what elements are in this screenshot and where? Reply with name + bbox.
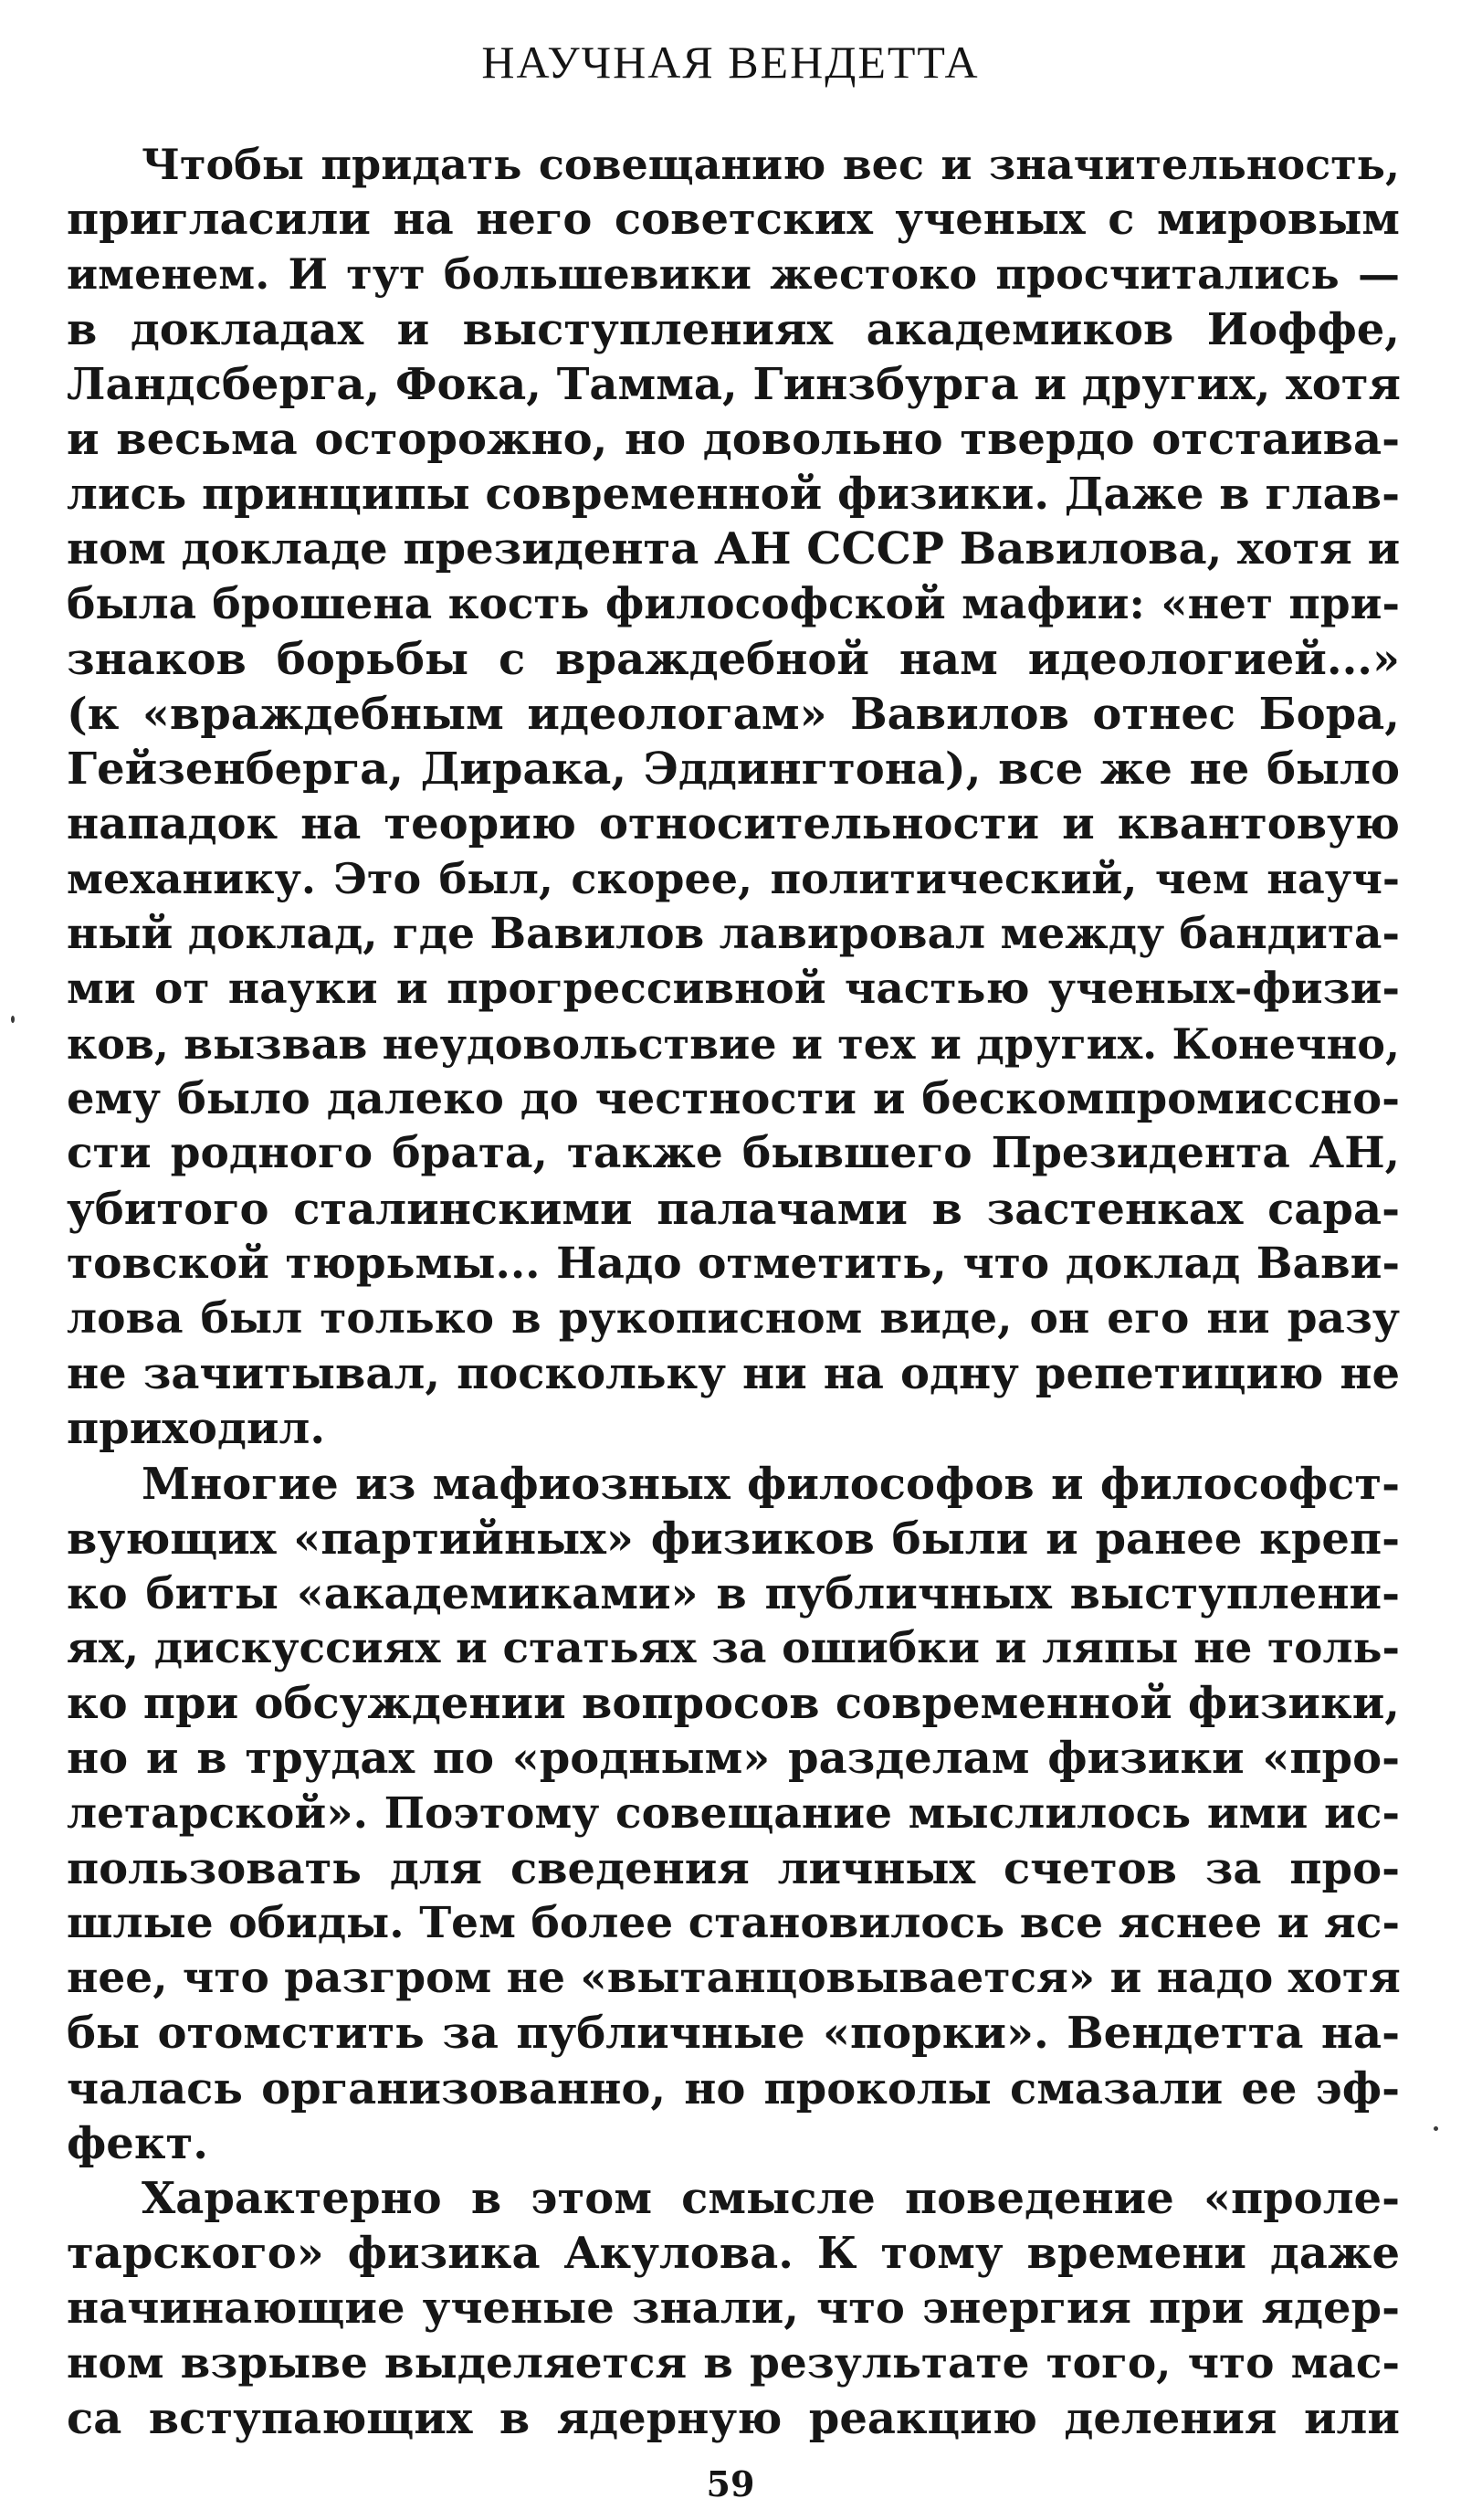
text-line: нападок на теорию относительности и квантовую (67, 798, 1400, 850)
text-line: летарской». Поэтому совещание мыслилось ими ис- (67, 1787, 1400, 1839)
text-line: Гейзенберга, Дирака, Эддингтона), все же не было (67, 743, 1400, 796)
text-line: ном докладе президента АН СССР Вавилова, хотя и (67, 523, 1401, 575)
text-line: Ландсберга, Фока, Тамма, Гинзбурга и других, хотя (67, 358, 1401, 410)
text-line: убитого сталинскими палачами в застенках сара- (67, 1183, 1400, 1235)
text-line: в докладах и выступлениях академиков Иоффе, (67, 303, 1400, 355)
text-line: са вступающих в ядерную реакцию деления или (67, 2392, 1400, 2444)
text-line: пользовать для сведения личных счетов за про- (67, 1842, 1400, 1894)
text-line: именем. И тут большевики жестоко просчитались — (67, 249, 1400, 300)
scan-speck (1434, 2126, 1438, 2131)
text-line: начинающие ученые знали, что энергия при ядер- (67, 2283, 1400, 2335)
text-line: приходил. (67, 1403, 326, 1455)
text-line: ему было далеко до честности и бескомпромиссно- (67, 1073, 1400, 1125)
text-line: нее, что разгром не «вытанцовывается» и надо хотя (67, 1953, 1401, 2004)
text-line: ях, дискуссиях и статьях за ошибки и ляпы не толь- (67, 1623, 1400, 1674)
running-head: НАУЧНАЯ ВЕНДЕТТА (481, 37, 980, 88)
page-number: 59 (706, 2463, 755, 2504)
text-line: ный доклад, где Вавилов лавировал между бандита- (67, 908, 1400, 959)
text-line: пригласили на него советских ученых с мировым (67, 194, 1400, 246)
text-line: не зачитывал, поскольку ни на одну репетицию не (67, 1348, 1400, 1400)
text-line: ном взрыве выделяется в результате того, что мас- (67, 2337, 1400, 2388)
text-line: ков, вызвав неудовольствие и тех и других. Конечно, (67, 1019, 1400, 1069)
text-line: тарского» физика Акулова. К тому времени даже (67, 2228, 1400, 2280)
text-line: механику. Это был, скорее, политический, чем науч- (67, 854, 1400, 904)
text-line: но и в трудах по «родным» разделам физики «про- (67, 1733, 1400, 1785)
text-line: шлые обиды. Тем более становилось все яснее и яс- (67, 1898, 1400, 1948)
text-line: и весьма осторожно, но довольно твердо отстаива- (67, 413, 1400, 465)
text-line: (к «враждебным идеологам» Вавилов отнес Бора, (67, 688, 1400, 740)
text-line: ко биты «академиками» в публичных выступлени- (67, 1567, 1400, 1619)
text-line: ко при обсуждении вопросов современной физики, (67, 1678, 1400, 1730)
text-line: знаков борьбы с враждебной нам идеологией...» (67, 633, 1400, 685)
text-line: Характерно в этом смысле поведение «проле- (142, 2172, 1400, 2224)
body-text (67, 137, 1400, 2446)
text-line: была брошена кость философской мафии: «нет при- (67, 578, 1400, 629)
text-line: товской тюрьмы... Надо отметить, что доклад Вави- (67, 1238, 1400, 1289)
text-line: чалась организованно, но проколы смазали ее эф- (67, 2062, 1400, 2114)
text-line: лись принципы современной физики. Даже в глав- (67, 469, 1400, 521)
text-line: фект. (67, 2117, 208, 2169)
text-line: Многие из мафиозных философов и философст- (142, 1458, 1400, 1510)
text-line: лова был только в рукописном виде, он его ни разу (67, 1292, 1400, 1344)
text-line: Чтобы придать совещанию вес и значительность, (142, 140, 1400, 189)
text-line: ми от науки и прогрессивной частью ученых-физи- (67, 963, 1400, 1014)
scan-speck (11, 1016, 15, 1023)
text-line: бы отомстить за публичные «порки». Вендетта на- (67, 2008, 1400, 2060)
text-line: вующих «партийных» физиков были и ранее креп- (67, 1513, 1400, 1565)
text-line: сти родного брата, также бывшего Президента АН, (67, 1128, 1400, 1179)
